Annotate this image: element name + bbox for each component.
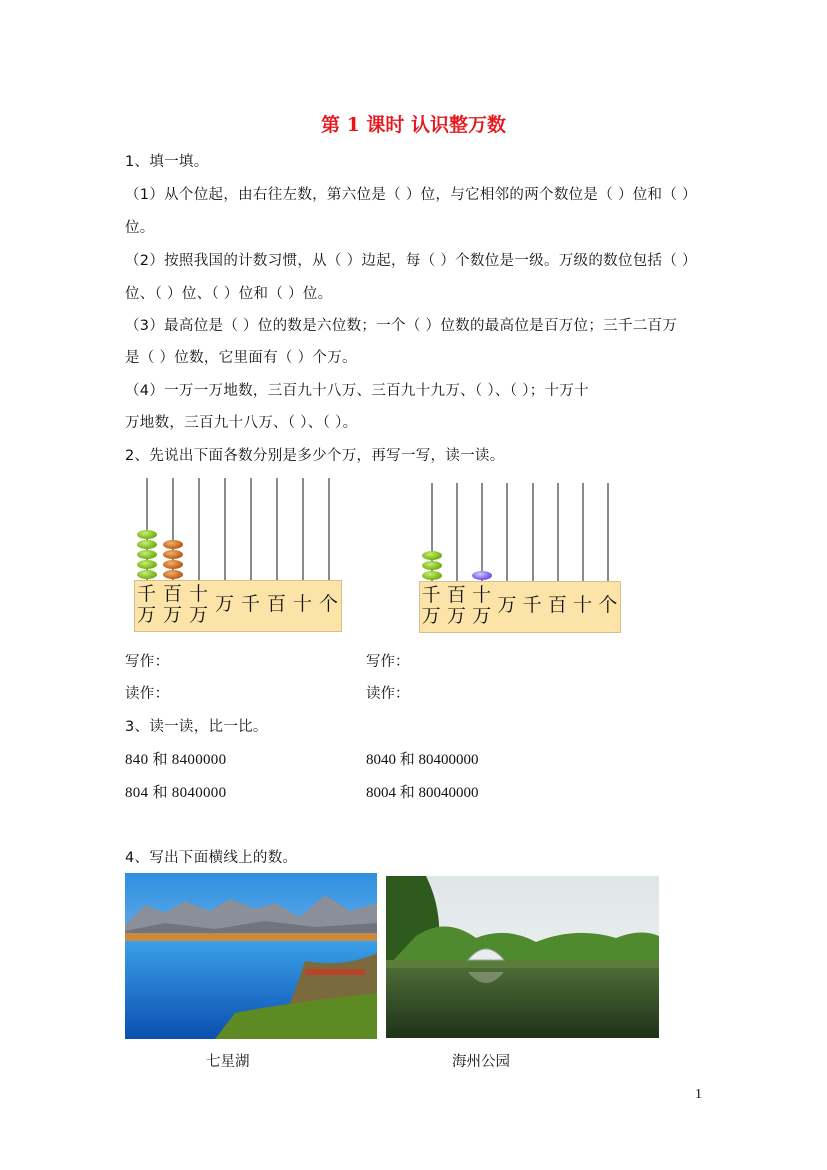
caption-lake: 七星湖 (206, 1054, 250, 1070)
abacus-place-label: 百 (267, 593, 287, 615)
abacus-place-label: 十 万 (189, 583, 209, 626)
q1-item3-line2: 是（ ）位数，它里面有（ ）个万。 (125, 350, 357, 366)
q2-write-label-1: 写作： (125, 654, 170, 670)
abacus-place-label: 千 万 (421, 584, 441, 627)
page-number: 1 (695, 1087, 702, 1102)
abacus-place-label: 十 (573, 594, 593, 616)
abacus-rod (302, 478, 304, 580)
q2-write-label-2: 写作： (366, 654, 410, 670)
q1-item4-line2: 万地数，三百九十八万、（ ）、（ ）。 (125, 415, 358, 431)
abacus-rod (607, 483, 609, 581)
q3-pair-2: 8040 和 80400000 (366, 752, 479, 768)
abacus-bead (472, 571, 492, 580)
abacus-1 (134, 478, 342, 632)
abacus-rod (557, 483, 559, 581)
abacus-place-label: 万 (497, 594, 517, 616)
abacus-bead (137, 550, 157, 559)
q4-heading: 4、写出下面横线上的数。 (125, 850, 298, 866)
abacus-rod (328, 478, 330, 580)
abacus-rod (224, 478, 226, 580)
abacus-bead (422, 571, 442, 580)
q2-heading: 2、先说出下面各数分别是多少个万，再写一写，读一读。 (125, 448, 505, 464)
q2-read-label-2: 读作： (366, 686, 410, 702)
abacus-bead (163, 540, 183, 549)
abacus-rod (250, 478, 252, 580)
abacus-place-label: 个 (319, 593, 339, 615)
q1-item1-line1: （1）从个位起，由右往左数，第六位是（ ）位，与它相邻的两个数位是（ ）位和（ ） (125, 187, 697, 203)
q1-item2-line1: （2）按照我国的计数习惯，从（ ）边起，每（ ）个数位是一级。万级的数位包括（ ） (125, 253, 697, 269)
q1-item1-line2: 位。 (125, 220, 155, 236)
abacus-bead (137, 530, 157, 539)
abacus-bead (163, 550, 183, 559)
abacus-rod (456, 483, 458, 581)
abacus-bead (422, 551, 442, 560)
q1-item2-line2: 位、（ ）位、（ ）位和（ ）位。 (125, 286, 333, 302)
abacus-place-label: 万 (215, 593, 235, 615)
q1-item3-line1: （3）最高位是（ ）位的数是六位数；一个（ ）位数的最高位是百万位；三千二百万 (125, 318, 678, 334)
abacus-place-label: 百 (547, 594, 567, 616)
abacus-2 (419, 483, 621, 633)
q3-pair-4: 8004 和 80040000 (366, 785, 479, 801)
lake-photo (125, 873, 377, 1039)
q2-read-label-1: 读作： (125, 686, 170, 702)
q1-heading: 1、填一填。 (125, 154, 209, 170)
abacus-place-label: 千 (522, 594, 542, 616)
abacus-place-label: 百 万 (163, 583, 183, 626)
abacus-place-label: 百 万 (446, 584, 466, 627)
abacus-place-label: 千 (241, 593, 261, 615)
q3-heading: 3、读一读，比一比。 (125, 719, 268, 735)
page-title: 第 1 课时 认识整万数 (320, 114, 507, 136)
q3-pair-3: 804 和 8040000 (125, 785, 227, 801)
abacus-bead (163, 560, 183, 569)
caption-park: 海州公园 (452, 1054, 510, 1070)
abacus-rod (532, 483, 534, 581)
abacus-rod (276, 478, 278, 580)
abacus-place-label: 个 (598, 594, 618, 616)
abacus-rod (582, 483, 584, 581)
abacus-bead (163, 570, 183, 579)
q1-item4-line1: （4）一万一万地数，三百九十八万、三百九十九万、（ ）、（ ）；十万十 (125, 383, 589, 399)
abacus-place-label: 千 万 (137, 583, 157, 626)
abacus-place-label: 十 (293, 593, 313, 615)
abacus-bead (137, 560, 157, 569)
abacus-rod (506, 483, 508, 581)
park-photo (386, 876, 659, 1038)
abacus-bead (422, 561, 442, 570)
abacus-place-label: 十 万 (472, 584, 492, 627)
abacus-bead (137, 570, 157, 579)
abacus-rod (481, 483, 483, 581)
abacus-bead (137, 540, 157, 549)
abacus-rod (198, 478, 200, 580)
q3-pair-1: 840 和 8400000 (125, 752, 227, 768)
